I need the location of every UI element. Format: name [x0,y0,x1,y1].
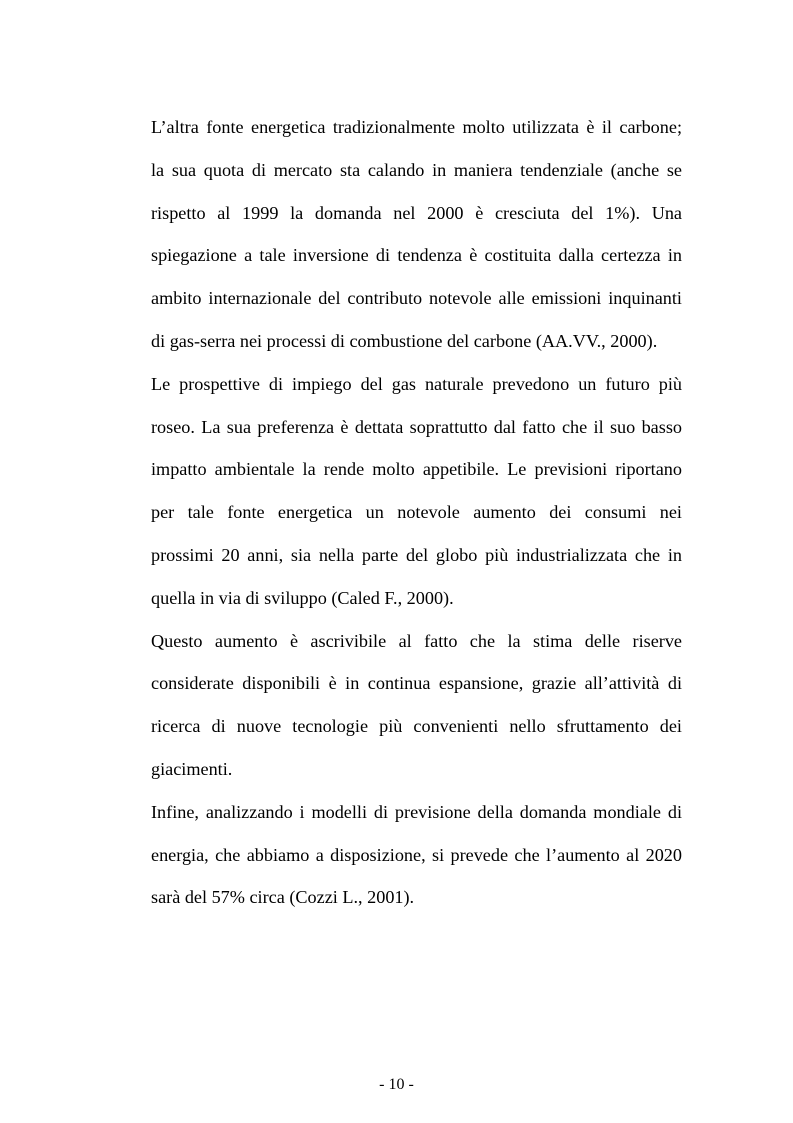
text-line: quella in via di sviluppo (Caled F., 2000). [151,587,454,608]
paragraph-natural-gas [151,363,682,620]
body-text [151,106,682,919]
paragraph-demand-forecast [151,791,682,919]
text-line: per tale fonte energetica un notevole aumento dei consumi nei [151,502,682,523]
text-line: Infine, analizzando i modelli di previsione della domanda mondiale di [151,801,682,822]
text-line: L’altra fonte energetica tradizionalmente molto utilizzata è il carbone; [151,117,682,137]
text-line: considerate disponibili è in continua espansione, grazie all’attività di [151,673,682,694]
text-line: giacimenti. [151,758,233,779]
text-line: roseo. La sua preferenza è dettata soprattutto dal fatto che il suo basso [151,416,682,437]
text-line: spiegazione a tale inversione di tendenza è costituita dalla certezza in [151,245,682,266]
text-line: Le prospettive di impiego del gas naturale prevedono un futuro più [151,373,682,394]
text-line: la sua quota di mercato sta calando in maniera tendenziale (anche se [151,159,682,180]
text-line: impatto ambientale la rende molto appetibile. Le previsioni riportano [151,459,682,480]
text-line: ambito internazionale del contributo notevole alle emissioni inquinanti [151,288,682,309]
text-line: sarà del 57% circa (Cozzi L., 2001). [151,887,415,908]
text-line: energia, che abbiamo a disposizione, si prevede che l’aumento al 2020 [151,844,682,865]
text-line: Questo aumento è ascrivibile al fatto che la stima delle riserve [151,630,682,651]
text-line: rispetto al 1999 la domanda nel 2000 è cresciuta del 1%). Una [151,202,682,223]
text-line: prossimi 20 anni, sia nella parte del globo più industrializzata che in [151,544,682,565]
text-line: di gas-serra nei processi di combustione del carbone (AA.VV., 2000). [151,330,658,351]
page-number: - 10 - [379,1076,414,1093]
paragraph-reserves [151,620,682,791]
paragraph-coal [151,106,682,363]
text-line: ricerca di nuove tecnologie più convenienti nello sfruttamento dei [151,716,682,737]
